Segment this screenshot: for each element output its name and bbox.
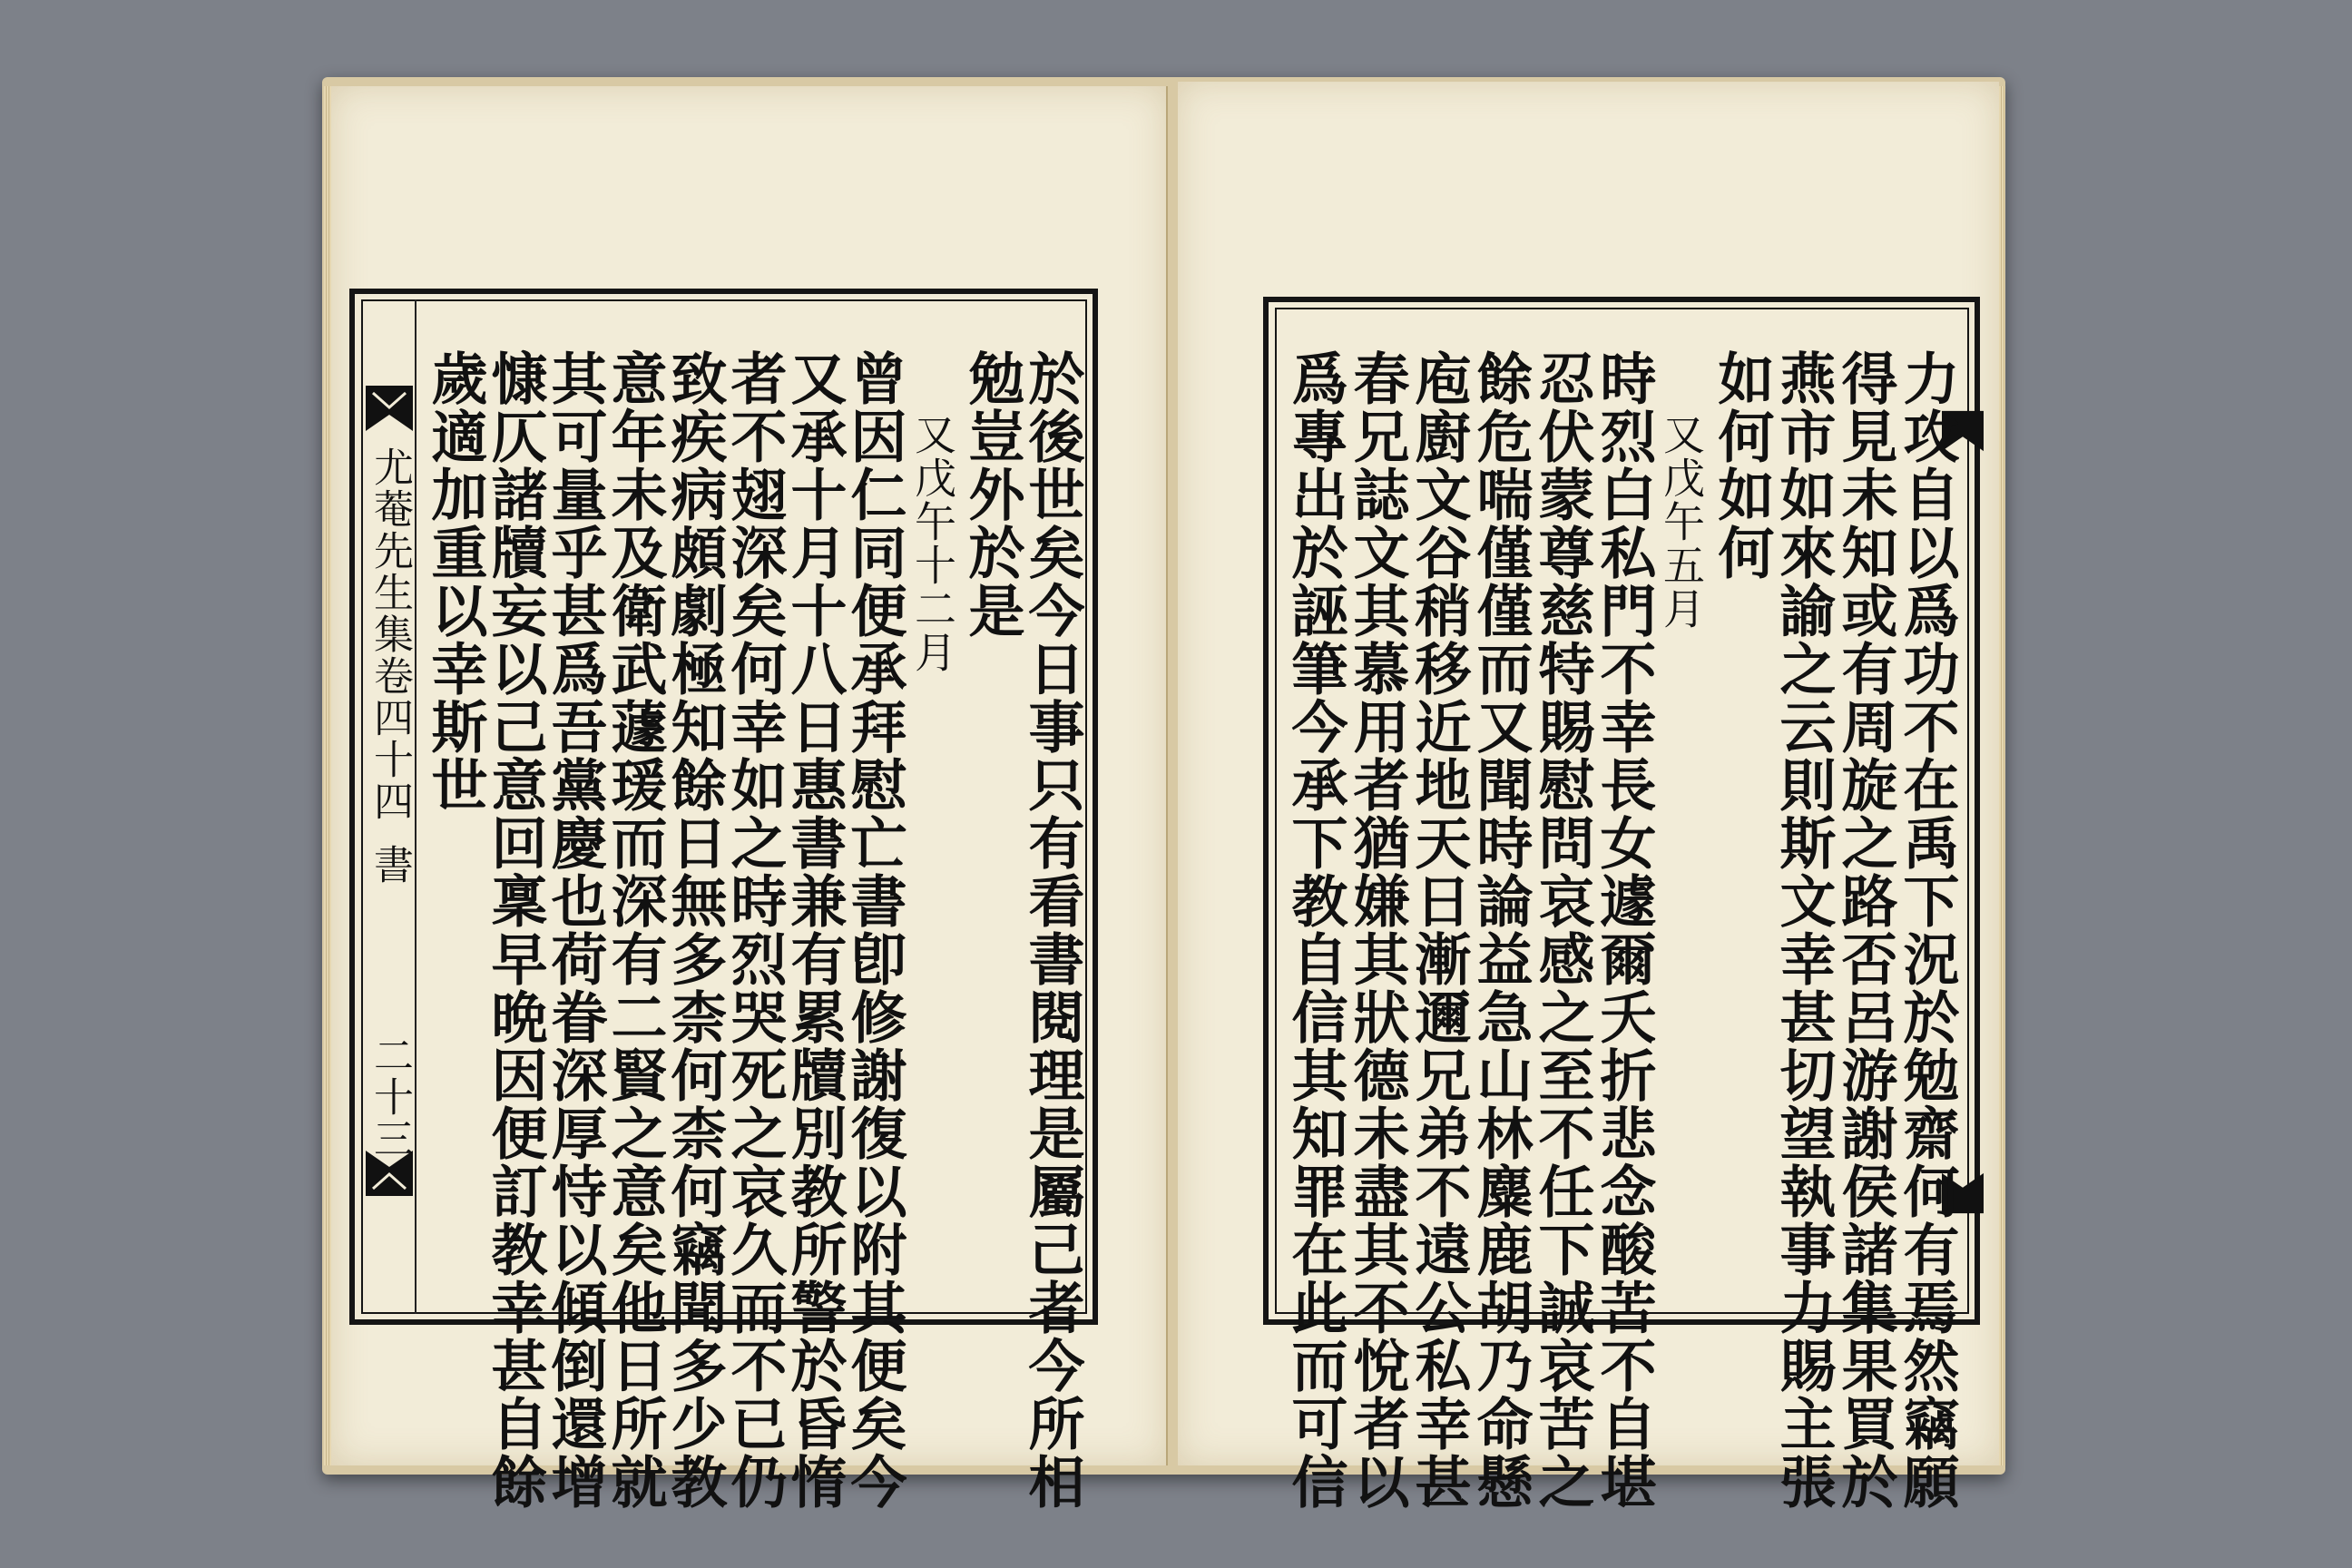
right-col-10: 春兄誌文其慕用者猶嫌其狀德未盡其不悅者以 — [1344, 349, 1410, 1511]
right-col-4: 如何如何 — [1709, 349, 1775, 582]
margin-book-title: 尤菴先生集卷四十四 — [367, 446, 413, 822]
left-col-4: 曾因仁同便承拜慰亡書卽修謝復以附其便矣今 — [841, 349, 907, 1511]
left-col-3: 又戊午十二月 — [908, 413, 957, 674]
left-col-1: 於後世矣今日事只有看書閱理是屬己者今所相 — [1019, 349, 1085, 1511]
margin-divider — [415, 299, 416, 1314]
right-col-9: 庖廚文谷稍移近地天日漸邇兄弟不遠公私幸甚 — [1406, 349, 1472, 1511]
margin-page-number: 二十三 — [367, 1034, 413, 1160]
left-col-9: 其可量乎甚爲吾黨慶也荷眷深厚恃以傾倒還增 — [542, 349, 608, 1511]
left-col-8: 意年未及衛武蘧瑗而深有二賢之意矣他日所就 — [602, 349, 668, 1511]
right-col-7: 忍伏蒙尊慈特賜慰問哀感之至不任下誠哀苦之 — [1529, 349, 1595, 1511]
right-col-5: 又戊午五月 — [1657, 413, 1706, 631]
right-col-11: 爲專出於誣筆今承下教自信其知罪在此而可信 — [1282, 349, 1348, 1511]
right-col-8: 餘危喘僅僅而又聞時論益急山林麋鹿胡乃命懸 — [1467, 349, 1534, 1511]
left-col-7: 致疾病頗劇極知餘日無多柰何柰何竊聞多少教 — [662, 349, 728, 1511]
left-col-6: 者不翅深矣何幸如之時烈哭死之哀久而不已仍 — [721, 349, 788, 1511]
left-col-10: 慷仄諸牘妄以己意回稟早晩因便訂教幸甚自餘 — [482, 349, 548, 1511]
left-col-11: 歲適加重以幸斯世 — [422, 349, 488, 814]
right-col-3: 燕市如來諭之云則斯文幸甚切望執事力賜主張 — [1770, 349, 1837, 1511]
left-col-5: 又承十月十八日惠書兼有累牘別教所警於昏惰 — [781, 349, 848, 1511]
upper-fishtail-icon — [366, 386, 413, 431]
right-col-1: 力攻自以爲功不在禹下況於勉齋何有焉然竊願 — [1894, 349, 1960, 1511]
margin-section-label: 書 — [367, 844, 413, 886]
right-col-6: 時烈白私門不幸長女遽爾夭折悲念酸苦不自堪 — [1591, 349, 1657, 1511]
left-col-2: 勉豈外於是 — [959, 349, 1025, 640]
right-col-2: 得見未知或有周旋之路否呂游謝侯諸集果買於 — [1832, 349, 1898, 1511]
